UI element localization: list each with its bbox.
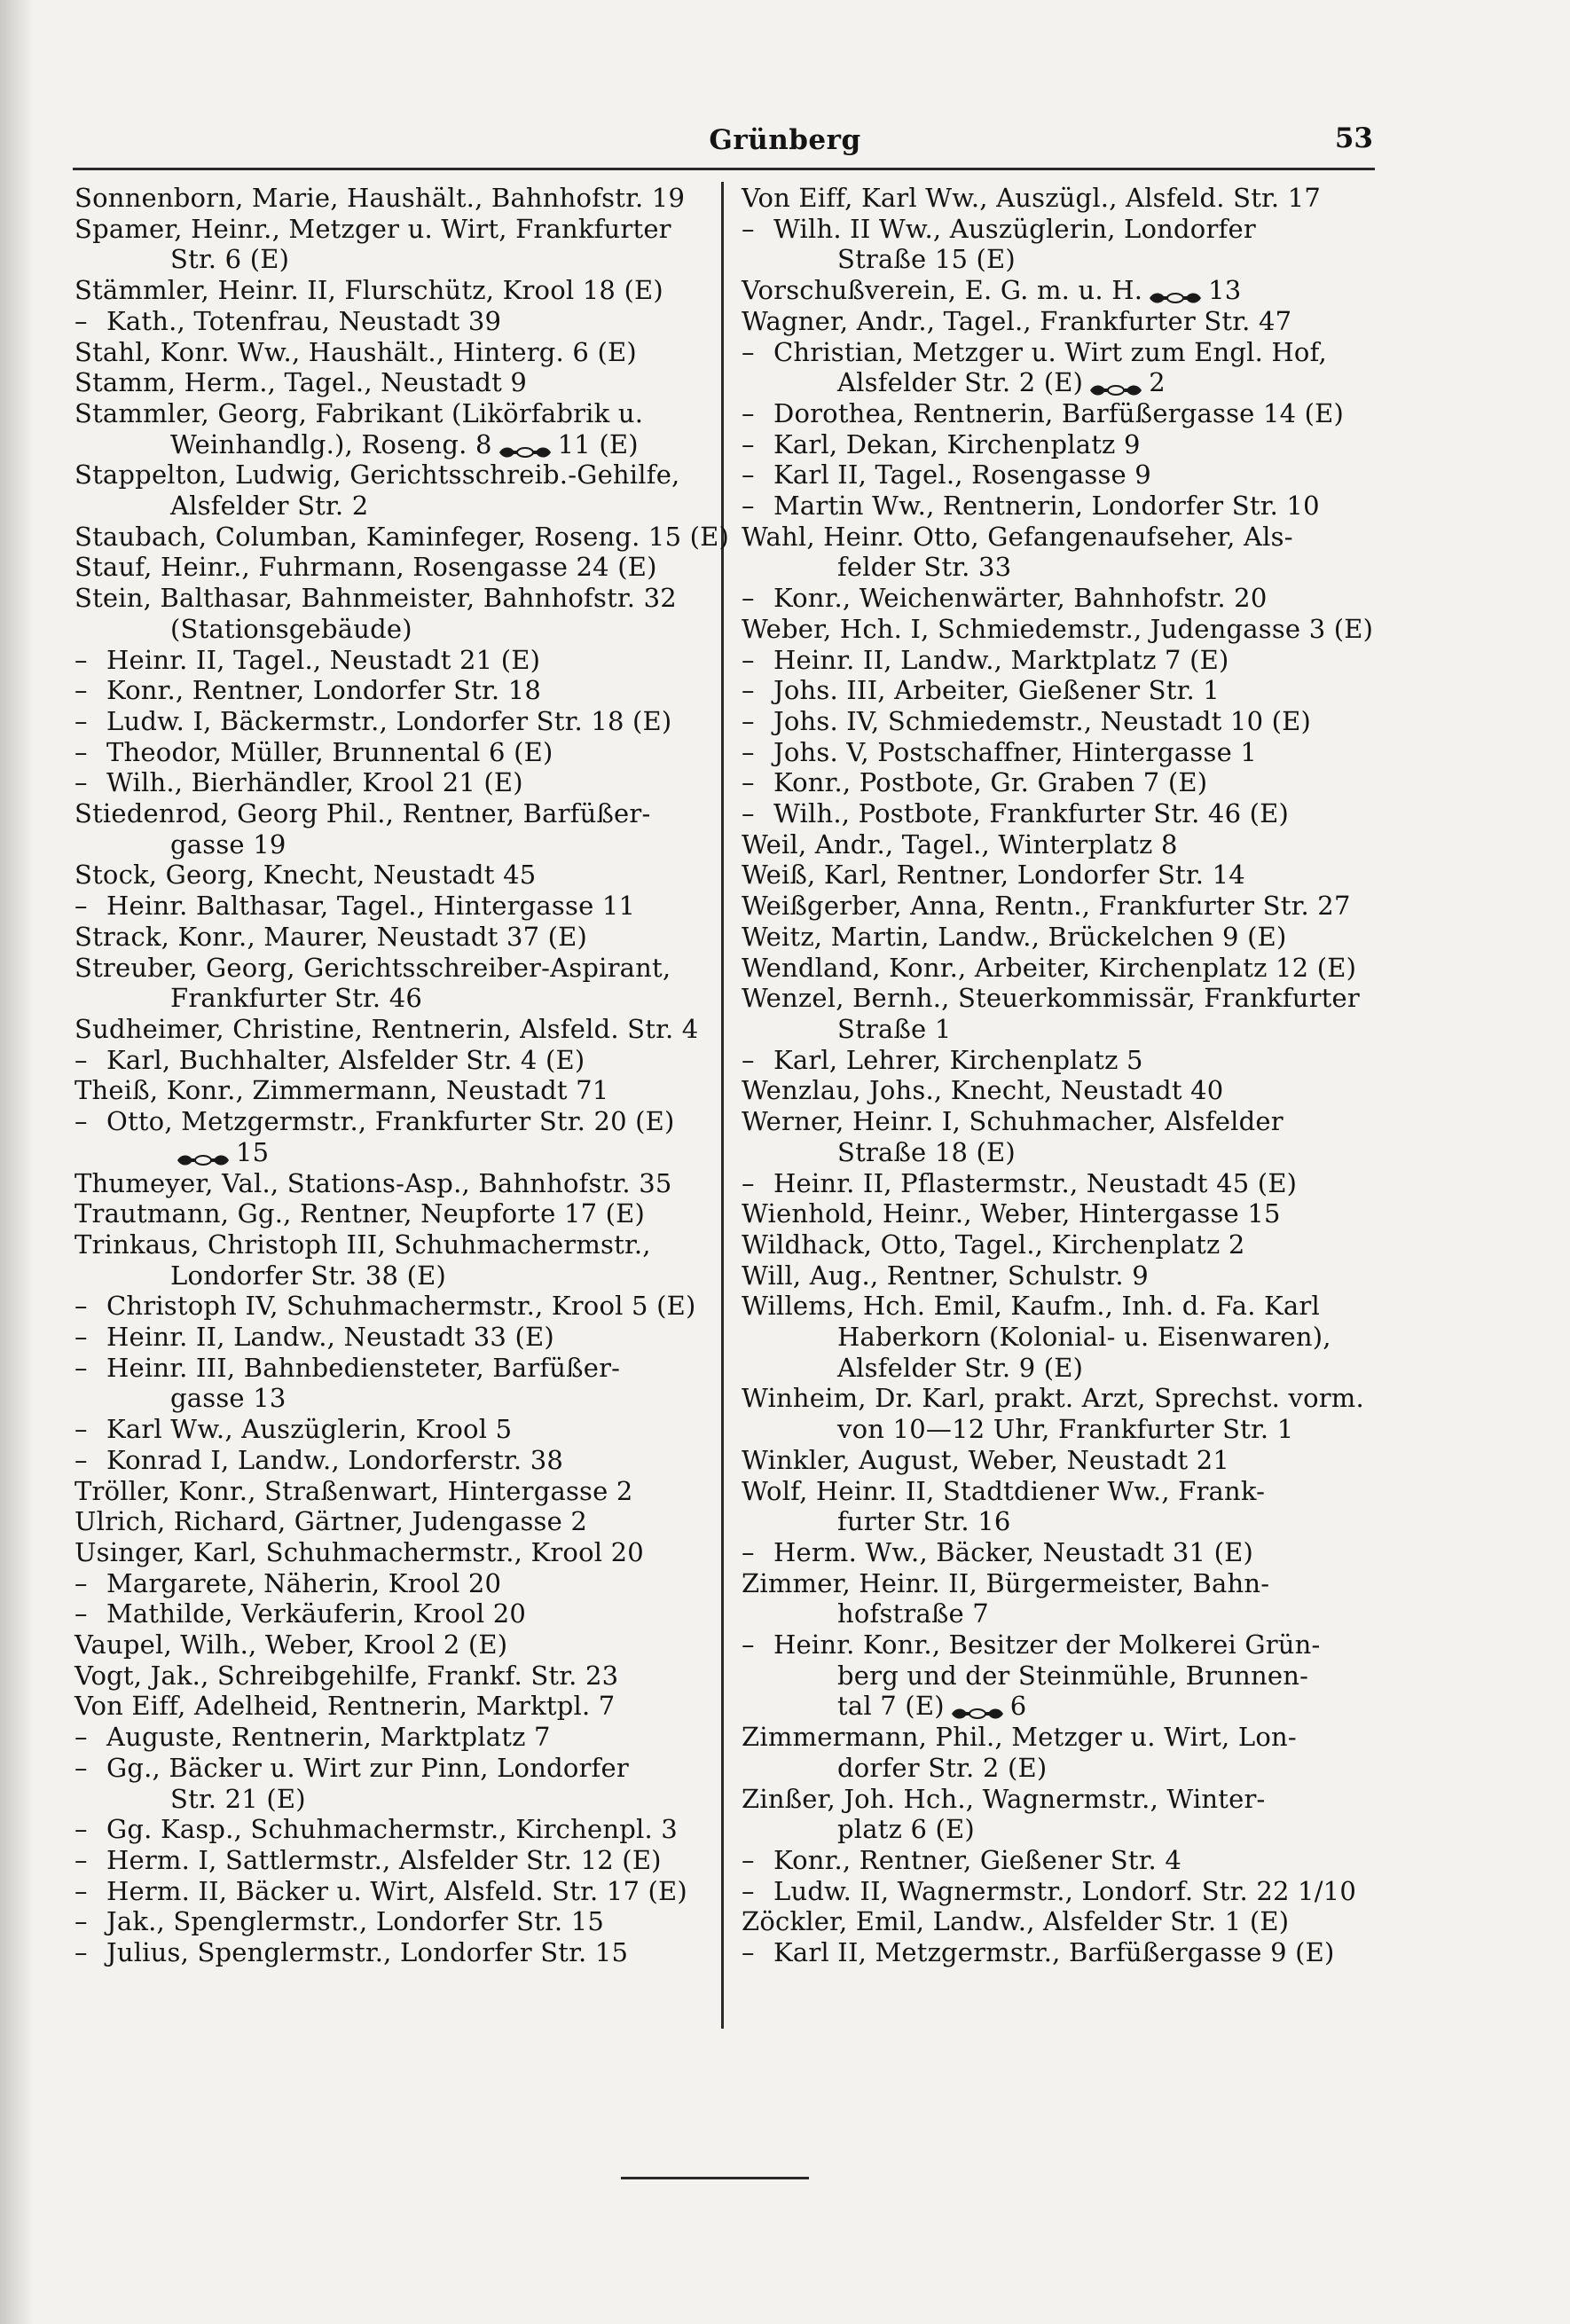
entry-text: Johs. IV, Schmiedemstr., Neustadt 10 (E) bbox=[773, 705, 1312, 736]
ditto-dash: – bbox=[742, 1536, 755, 1567]
ditto-dash: – bbox=[75, 1875, 88, 1906]
entry-text: Wolf, Heinr. II, Stadtdiener Ww., Frank- bbox=[742, 1475, 1266, 1506]
directory-entry bbox=[75, 860, 703, 891]
entry-text: Dorothea, Rentnerin, Barfüßergasse 14 (E) bbox=[773, 397, 1345, 428]
telephone-number: 15 bbox=[236, 1136, 270, 1167]
entry-text: Theodor, Müller, Brunnental 6 (E) bbox=[106, 736, 553, 767]
directory-entry bbox=[75, 491, 703, 522]
entry-text: Zinßer, Joh. Hch., Wagnermstr., Winter- bbox=[742, 1783, 1266, 1814]
directory-entry bbox=[742, 459, 1373, 491]
directory-entry bbox=[742, 1906, 1373, 1937]
directory-entry bbox=[75, 706, 703, 737]
directory-entry bbox=[75, 552, 703, 583]
ditto-dash: – bbox=[75, 1106, 88, 1137]
directory-entry bbox=[75, 1906, 703, 1937]
entry-text: Wildhack, Otto, Tagel., Kirchenplatz 2 bbox=[742, 1229, 1245, 1260]
ditto-dash: – bbox=[75, 1444, 88, 1475]
directory-entry bbox=[742, 1106, 1373, 1137]
directory-entry bbox=[742, 922, 1373, 953]
directory-entry bbox=[75, 1229, 703, 1260]
page-gutter-shadow bbox=[0, 0, 34, 2324]
directory-entry bbox=[75, 767, 703, 798]
ditto-dash: – bbox=[75, 1352, 88, 1383]
entry-text: Konr., Postbote, Gr. Graben 7 (E) bbox=[773, 767, 1208, 798]
ditto-dash: – bbox=[742, 736, 755, 767]
entry-text: Stammler, Georg, Fabrikant (Likörfabrik u. bbox=[75, 397, 644, 428]
directory-entry bbox=[75, 1045, 703, 1076]
entry-text: Wagner, Andr., Tagel., Frankfurter Str. 47 bbox=[742, 305, 1292, 336]
entry-text: Alsfelder Str. 9 (E) bbox=[837, 1352, 1084, 1383]
ditto-dash: – bbox=[75, 1752, 88, 1783]
directory-entry bbox=[75, 1322, 703, 1353]
entry-text: Konr., Rentner, Gießener Str. 4 bbox=[773, 1844, 1181, 1875]
telephone-number: 11 (E) bbox=[557, 428, 639, 459]
ditto-dash: – bbox=[742, 705, 755, 736]
directory-entry bbox=[742, 1568, 1373, 1599]
directory-entry bbox=[742, 337, 1373, 368]
ditto-dash: – bbox=[75, 1322, 88, 1353]
directory-entry bbox=[742, 675, 1373, 706]
directory-entry bbox=[742, 1168, 1373, 1199]
telephone-icon bbox=[1088, 375, 1143, 393]
entry-text: Werner, Heinr. I, Schuhmacher, Alsfelder bbox=[742, 1106, 1283, 1137]
directory-entry bbox=[742, 1353, 1373, 1384]
entry-text: Heinr. Konr., Besitzer der Molkerei Grün- bbox=[773, 1629, 1321, 1661]
entry-text: Johs. III, Arbeiter, Gießener Str. 1 bbox=[773, 675, 1220, 706]
directory-entry bbox=[75, 1845, 703, 1876]
ditto-dash: – bbox=[742, 675, 755, 706]
directory-entry bbox=[75, 337, 703, 368]
entry-text: berg und der Steinmühle, Brunnen- bbox=[837, 1660, 1309, 1691]
entry-text: Willems, Hch. Emil, Kaufm., Inh. d. Fa. Karl bbox=[742, 1291, 1320, 1322]
entry-text: Stock, Georg, Knecht, Neustadt 45 bbox=[75, 860, 537, 891]
directory-entry bbox=[75, 1661, 703, 1692]
directory-entry bbox=[742, 1198, 1373, 1229]
directory-entry bbox=[75, 183, 703, 214]
directory-entry bbox=[742, 1722, 1373, 1753]
entry-text: Wahl, Heinr. Otto, Gefangenaufseher, Als- bbox=[742, 521, 1293, 552]
ditto-dash: – bbox=[742, 1875, 755, 1906]
entry-text: Stein, Balthasar, Bahnmeister, Bahnhofstr. 32 bbox=[75, 583, 677, 614]
entry-text: Jak., Spenglermstr., Londorfer Str. 15 bbox=[106, 1906, 605, 1937]
entry-text: Wenzlau, Johs., Knecht, Neustadt 40 bbox=[742, 1075, 1224, 1106]
directory-entry bbox=[75, 1445, 703, 1476]
directory-entry bbox=[75, 614, 703, 645]
ditto-dash: – bbox=[75, 644, 88, 675]
directory-entry bbox=[742, 829, 1373, 860]
entry-text: Heinr. Balthasar, Tagel., Hintergasse 11 bbox=[106, 891, 636, 922]
ditto-dash: – bbox=[742, 644, 755, 675]
entry-text: Trinkaus, Christoph III, Schuhmachermstr., bbox=[75, 1229, 651, 1260]
entry-text: Karl II, Metzgermstr., Barfüßergasse 9 (E) bbox=[773, 1937, 1335, 1968]
directory-entry bbox=[75, 1198, 703, 1229]
page-number: 53 bbox=[1334, 122, 1373, 154]
entry-text: Heinr. III, Bahnbediensteter, Barfüßer- bbox=[106, 1352, 621, 1383]
entry-text: Ludw. I, Bäckermstr., Londorfer Str. 18 (E) bbox=[106, 705, 672, 736]
entry-text: Johs. V, Postschaffner, Hintergasse 1 bbox=[773, 736, 1258, 767]
entry-text: Christian, Metzger u. Wirt zum Engl. Hof, bbox=[773, 336, 1327, 367]
entry-text: hofstraße 7 bbox=[837, 1598, 989, 1629]
directory-entry bbox=[742, 860, 1373, 891]
entry-text: Winkler, August, Weber, Neustadt 21 bbox=[742, 1444, 1230, 1475]
entry-text: Herm. Ww., Bäcker, Neustadt 31 (E) bbox=[773, 1536, 1253, 1567]
entry-text: Stämmler, Heinr. II, Flurschütz, Krool 18 (E) bbox=[75, 275, 663, 306]
entry-text: Vaupel, Wilh., Weber, Krool 2 (E) bbox=[75, 1629, 508, 1661]
entry-text: Christoph IV, Schuhmachermstr., Krool 5 (E) bbox=[106, 1291, 696, 1322]
ditto-dash: – bbox=[742, 767, 755, 798]
entry-text: Thumeyer, Val., Stations-Asp., Bahnhofstr. 35 bbox=[75, 1167, 672, 1198]
directory-entry bbox=[75, 1353, 703, 1384]
header-rule bbox=[73, 168, 1375, 170]
directory-entry bbox=[742, 1537, 1373, 1568]
entry-text: Winheim, Dr. Karl, prakt. Arzt, Sprechst. vorm. bbox=[742, 1383, 1364, 1414]
ditto-dash: – bbox=[742, 1044, 755, 1075]
entry-text: Stamm, Herm., Tagel., Neustadt 9 bbox=[75, 367, 528, 398]
entry-text: Karl, Dekan, Kirchenplatz 9 bbox=[773, 428, 1141, 459]
directory-entry bbox=[75, 1722, 703, 1753]
directory-entry bbox=[742, 1414, 1373, 1445]
entry-text: Konr., Weichenwärter, Bahnhofstr. 20 bbox=[773, 583, 1268, 614]
entry-text: von 10—12 Uhr, Frankfurter Str. 1 bbox=[837, 1414, 1294, 1445]
entry-text: Straße 15 (E) bbox=[837, 244, 1016, 275]
directory-entry bbox=[742, 1445, 1373, 1476]
directory-entry bbox=[742, 1598, 1373, 1629]
entry-text: Haberkorn (Kolonial- u. Eisenwaren), bbox=[837, 1322, 1331, 1353]
entry-text: Kath., Totenfrau, Neustadt 39 bbox=[106, 305, 502, 336]
directory-entry bbox=[75, 367, 703, 398]
directory-entry bbox=[742, 1845, 1373, 1876]
entry-text: Sudheimer, Christine, Rentnerin, Alsfeld. Str. 4 bbox=[75, 1013, 699, 1044]
footer-rule bbox=[621, 2177, 809, 2179]
directory-entry bbox=[75, 1537, 703, 1568]
directory-entry bbox=[742, 275, 1373, 306]
directory-entry bbox=[742, 522, 1373, 553]
entry-text: Karl Ww., Auszüglerin, Krool 5 bbox=[106, 1414, 513, 1445]
entry-text: Margarete, Näherin, Krool 20 bbox=[106, 1567, 502, 1598]
directory-entry bbox=[742, 1476, 1373, 1507]
entry-text: Spamer, Heinr., Metzger u. Wirt, Frankfurter bbox=[75, 213, 671, 244]
directory-entry bbox=[75, 891, 703, 922]
directory-entry bbox=[742, 614, 1373, 645]
directory-entry bbox=[742, 1322, 1373, 1353]
ditto-dash: – bbox=[75, 1844, 88, 1875]
entry-text: Konrad I, Landw., Londorferstr. 38 bbox=[106, 1444, 564, 1475]
directory-entry bbox=[742, 1629, 1373, 1661]
entry-text: Ludw. II, Wagnermstr., Londorf. Str. 22 1/10 bbox=[773, 1875, 1356, 1906]
entry-text: Londorfer Str. 38 (E) bbox=[170, 1260, 447, 1291]
entry-text: Stiedenrod, Georg Phil., Rentner, Barfüßer- bbox=[75, 798, 651, 829]
directory-entry bbox=[75, 429, 703, 460]
directory-entry bbox=[75, 398, 703, 429]
entry-text: Wendland, Konr., Arbeiter, Kirchenplatz 12 (E) bbox=[742, 952, 1357, 983]
ditto-dash: – bbox=[742, 397, 755, 428]
directory-entry bbox=[742, 398, 1373, 429]
entry-text: Alsfelder Str. 2 (E) bbox=[837, 367, 1084, 398]
entry-text: Herm. I, Sattlermstr., Alsfelder Str. 12 (E) bbox=[106, 1844, 662, 1875]
entry-text: Ulrich, Richard, Gärtner, Judengasse 2 bbox=[75, 1506, 588, 1537]
entry-text: Konr., Rentner, Londorfer Str. 18 bbox=[106, 675, 542, 706]
ditto-dash: – bbox=[742, 428, 755, 459]
directory-entry bbox=[742, 767, 1373, 798]
entry-text: Stauf, Heinr., Fuhrmann, Rosengasse 24 (E) bbox=[75, 552, 657, 583]
directory-entry bbox=[75, 1753, 703, 1784]
entry-text: Wilh. II Ww., Auszüglerin, Londorfer bbox=[773, 213, 1256, 244]
ditto-dash: – bbox=[75, 891, 88, 922]
directory-entry bbox=[742, 1661, 1373, 1692]
directory-entry bbox=[75, 1598, 703, 1629]
telephone-number: 13 bbox=[1208, 275, 1242, 306]
entry-text: Heinr. II, Tagel., Neustadt 21 (E) bbox=[106, 644, 541, 675]
ditto-dash: – bbox=[75, 1567, 88, 1598]
entry-text: Weiß, Karl, Rentner, Londorfer Str. 14 bbox=[742, 860, 1245, 891]
entry-text: Weinhandlg.), Roseng. 8 bbox=[170, 428, 492, 459]
ditto-dash: – bbox=[75, 736, 88, 767]
entry-text: felder Str. 33 bbox=[837, 552, 1012, 583]
directory-entry bbox=[742, 367, 1373, 398]
ditto-dash: – bbox=[742, 583, 755, 614]
ditto-dash: – bbox=[75, 1414, 88, 1445]
directory-entry bbox=[75, 737, 703, 768]
directory-entry bbox=[742, 891, 1373, 922]
entry-text: Weil, Andr., Tagel., Winterplatz 8 bbox=[742, 828, 1178, 860]
directory-entry bbox=[742, 1260, 1373, 1292]
ditto-dash: – bbox=[742, 491, 755, 522]
directory-entry bbox=[742, 1753, 1373, 1784]
entry-text: Stahl, Konr. Ww., Haushält., Hinterg. 6 (E) bbox=[75, 336, 637, 367]
directory-entry bbox=[742, 183, 1373, 214]
entry-text: Otto, Metzgermstr., Frankfurter Str. 20 (E) bbox=[106, 1106, 675, 1137]
directory-entry bbox=[742, 706, 1373, 737]
entry-text: gasse 13 bbox=[170, 1383, 287, 1414]
ditto-dash: – bbox=[742, 336, 755, 367]
directory-entry bbox=[75, 1476, 703, 1507]
directory-entry bbox=[75, 922, 703, 953]
ditto-dash: – bbox=[75, 1814, 88, 1845]
entry-text: Julius, Spenglermstr., Londorfer Str. 15 bbox=[106, 1937, 629, 1968]
entry-text: Heinr. II, Pflastermstr., Neustadt 45 (E) bbox=[773, 1167, 1298, 1198]
directory-entry bbox=[742, 214, 1373, 245]
entry-text: Weitz, Martin, Landw., Brückelchen 9 (E) bbox=[742, 921, 1287, 952]
right-column bbox=[742, 183, 1373, 1968]
directory-entry bbox=[75, 953, 703, 984]
directory-entry bbox=[742, 1045, 1373, 1076]
ditto-dash: – bbox=[742, 459, 755, 491]
entry-text: gasse 19 bbox=[170, 828, 287, 860]
entry-text: Von Eiff, Karl Ww., Auszügl., Alsfeld. Str. 17 bbox=[742, 183, 1322, 213]
ditto-dash: – bbox=[742, 798, 755, 829]
telephone-number: 6 bbox=[1009, 1691, 1027, 1722]
ditto-dash: – bbox=[75, 767, 88, 798]
ditto-dash: – bbox=[75, 1906, 88, 1937]
page-title: Grünberg bbox=[709, 124, 861, 156]
entry-text: Von Eiff, Adelheid, Rentnerin, Marktpl. 7 bbox=[75, 1691, 616, 1722]
entry-text: Martin Ww., Rentnerin, Londorfer Str. 10 bbox=[773, 491, 1320, 522]
directory-entry bbox=[75, 1414, 703, 1445]
directory-entry bbox=[742, 1014, 1373, 1045]
directory-entry bbox=[75, 1014, 703, 1045]
entry-text: Frankfurter Str. 46 bbox=[170, 983, 423, 1014]
entry-text: Vorschußverein, E. G. m. u. H. bbox=[742, 275, 1143, 306]
entry-text: Auguste, Rentnerin, Marktplatz 7 bbox=[106, 1722, 551, 1753]
directory-entry bbox=[75, 1814, 703, 1845]
entry-text: Usinger, Karl, Schuhmachermstr., Krool 20 bbox=[75, 1536, 644, 1567]
directory-entry bbox=[75, 244, 703, 275]
entry-text: Alsfelder Str. 2 bbox=[170, 491, 369, 522]
entry-text: Gg. Kasp., Schuhmachermstr., Kirchenpl. 3 bbox=[106, 1814, 678, 1845]
entry-text: Streuber, Georg, Gerichtsschreiber-Aspirant, bbox=[75, 952, 671, 983]
directory-entry bbox=[742, 1691, 1373, 1722]
directory-entry bbox=[742, 1075, 1373, 1106]
ditto-dash: – bbox=[75, 1044, 88, 1075]
ditto-dash: – bbox=[742, 1844, 755, 1875]
directory-entry bbox=[742, 1229, 1373, 1260]
entry-text: Zimmer, Heinr. II, Bürgermeister, Bahn- bbox=[742, 1567, 1270, 1598]
entry-text: Sonnenborn, Marie, Haushält., Bahnhofstr. 19 bbox=[75, 183, 686, 213]
directory-entry bbox=[75, 1876, 703, 1907]
entry-text: Str. 21 (E) bbox=[170, 1783, 306, 1814]
entry-text: Wilh., Bierhändler, Krool 21 (E) bbox=[106, 767, 523, 798]
entry-text: Karl, Lehrer, Kirchenplatz 5 bbox=[773, 1044, 1143, 1075]
directory-entry bbox=[75, 459, 703, 491]
entry-text: Str. 6 (E) bbox=[170, 244, 290, 275]
entry-text: platz 6 (E) bbox=[837, 1814, 975, 1845]
telephone-number: 2 bbox=[1149, 367, 1166, 398]
entry-text: Karl, Buchhalter, Alsfelder Str. 4 (E) bbox=[106, 1044, 585, 1075]
directory-entry bbox=[75, 275, 703, 306]
directory-entry bbox=[75, 1383, 703, 1414]
telephone-icon bbox=[176, 1145, 231, 1163]
directory-entry bbox=[742, 552, 1373, 583]
entry-text: Theiß, Konr., Zimmermann, Neustadt 71 bbox=[75, 1075, 609, 1106]
entry-text: Karl II, Tagel., Rosengasse 9 bbox=[773, 459, 1151, 491]
telephone-icon bbox=[498, 437, 553, 455]
entry-text: Will, Aug., Rentner, Schulstr. 9 bbox=[742, 1260, 1149, 1291]
entry-text: Wienhold, Heinr., Weber, Hintergasse 15 bbox=[742, 1198, 1281, 1229]
entry-text: furter Str. 16 bbox=[837, 1506, 1011, 1537]
telephone-icon bbox=[950, 1699, 1005, 1716]
directory-entry bbox=[75, 1260, 703, 1292]
ditto-dash: – bbox=[75, 705, 88, 736]
ditto-dash: – bbox=[742, 1937, 755, 1968]
directory-entry bbox=[742, 1383, 1373, 1414]
directory-entry bbox=[75, 675, 703, 706]
directory-entry bbox=[742, 953, 1373, 984]
entry-text: Vogt, Jak., Schreibgehilfe, Frankf. Str. 23 bbox=[75, 1660, 619, 1691]
directory-entry bbox=[75, 306, 703, 337]
directory-entry bbox=[75, 1075, 703, 1106]
directory-entry bbox=[75, 829, 703, 860]
entry-text: Wilh., Postbote, Frankfurter Str. 46 (E) bbox=[773, 798, 1290, 829]
directory-entry bbox=[742, 306, 1373, 337]
ditto-dash: – bbox=[742, 1629, 755, 1661]
ditto-dash: – bbox=[75, 675, 88, 706]
directory-entry bbox=[742, 645, 1373, 676]
directory-entry bbox=[75, 645, 703, 676]
entry-text: Weißgerber, Anna, Rentn., Frankfurter Str. 27 bbox=[742, 891, 1351, 922]
entry-text: Heinr. II, Landw., Marktplatz 7 (E) bbox=[773, 644, 1229, 675]
ditto-dash: – bbox=[742, 213, 755, 244]
directory-entry bbox=[75, 1784, 703, 1815]
entry-text: tal 7 (E) bbox=[837, 1691, 945, 1722]
directory-entry bbox=[75, 1937, 703, 1968]
directory-entry bbox=[742, 1876, 1373, 1907]
ditto-dash: – bbox=[75, 305, 88, 336]
ditto-dash: – bbox=[75, 1291, 88, 1322]
directory-entry bbox=[742, 1506, 1373, 1537]
entry-text: Gg., Bäcker u. Wirt zur Pinn, Londorfer bbox=[106, 1752, 629, 1783]
directory-entry bbox=[75, 1168, 703, 1199]
directory-entry bbox=[742, 798, 1373, 829]
ditto-dash: – bbox=[75, 1722, 88, 1753]
directory-entry bbox=[75, 521, 730, 553]
directory-entry bbox=[742, 583, 1373, 614]
directory-entry bbox=[742, 1137, 1373, 1168]
entry-text: Staubach, Columban, Kaminfeger, Roseng. 15 (E) bbox=[75, 521, 730, 552]
directory-entry bbox=[742, 1814, 1373, 1845]
directory-entry bbox=[75, 983, 703, 1014]
directory-entry bbox=[742, 1291, 1373, 1322]
entry-text: Heinr. II, Landw., Neustadt 33 (E) bbox=[106, 1322, 554, 1353]
ditto-dash: – bbox=[75, 1937, 88, 1968]
directory-entry bbox=[75, 1106, 703, 1137]
directory-entry bbox=[75, 1506, 703, 1537]
entry-text: (Stationsgebäude) bbox=[170, 613, 412, 644]
directory-entry bbox=[75, 1137, 703, 1168]
entry-text: Mathilde, Verkäuferin, Krool 20 bbox=[106, 1598, 527, 1629]
left-column bbox=[75, 183, 730, 1968]
directory-entry bbox=[742, 429, 1373, 460]
entry-text: Weber, Hch. I, Schmiedemstr., Judengasse 3 (E) bbox=[742, 613, 1374, 644]
directory-entry bbox=[742, 1937, 1373, 1968]
column-divider bbox=[721, 182, 724, 2029]
directory-entry bbox=[75, 1291, 703, 1322]
directory-entry bbox=[75, 583, 703, 614]
entry-text: Stappelton, Ludwig, Gerichtsschreib.-Gehilfe, bbox=[75, 459, 680, 491]
directory-entry bbox=[75, 1629, 703, 1661]
entry-text: dorfer Str. 2 (E) bbox=[837, 1752, 1048, 1783]
entry-text: Tröller, Konr., Straßenwart, Hintergasse 2 bbox=[75, 1475, 633, 1506]
entry-text: Zimmermann, Phil., Metzger u. Wirt, Lon- bbox=[742, 1722, 1297, 1753]
ditto-dash: – bbox=[742, 1167, 755, 1198]
directory-entry bbox=[742, 737, 1373, 768]
entry-text: Strack, Konr., Maurer, Neustadt 37 (E) bbox=[75, 921, 588, 952]
entry-text: Zöckler, Emil, Landw., Alsfelder Str. 1 (E) bbox=[742, 1906, 1290, 1937]
entry-text: Straße 18 (E) bbox=[837, 1136, 1016, 1167]
directory-entry bbox=[742, 983, 1373, 1014]
directory-entry bbox=[742, 244, 1373, 275]
directory-entry bbox=[742, 491, 1373, 522]
directory-entry bbox=[75, 1568, 703, 1599]
entry-text: Straße 1 bbox=[837, 1013, 952, 1044]
directory-entry bbox=[742, 1784, 1373, 1815]
telephone-icon bbox=[1148, 283, 1203, 301]
entry-text: Wenzel, Bernh., Steuerkommissär, Frankfurter bbox=[742, 983, 1360, 1014]
directory-entry bbox=[75, 1691, 703, 1722]
directory-entry bbox=[75, 214, 703, 245]
entry-text: Herm. II, Bäcker u. Wirt, Alsfeld. Str. 17 (E) bbox=[106, 1875, 687, 1906]
directory-entry bbox=[75, 798, 703, 829]
entry-text: Trautmann, Gg., Rentner, Neupforte 17 (E) bbox=[75, 1198, 646, 1229]
ditto-dash: – bbox=[75, 1598, 88, 1629]
